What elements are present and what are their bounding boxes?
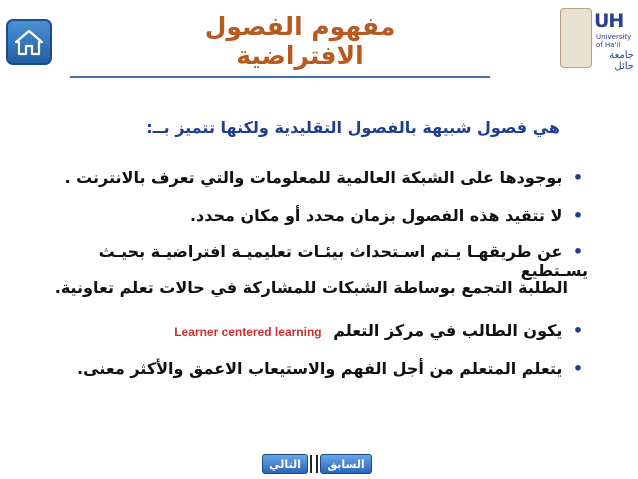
prev-button[interactable]: السابق — [320, 454, 372, 474]
bullet-icon: • — [572, 206, 584, 225]
home-icon — [14, 28, 44, 56]
bullet-icon: • — [572, 359, 584, 378]
logo-subtitle: University of Ha'il — [596, 33, 632, 49]
slide-title: مفهوم الفصول الافتراضية — [204, 12, 396, 70]
bullet-text: عن طريقهـا يـتم اسـتحداث بيئـات تعليميـة افتراضيـة بحيـث يسـتطيع — [98, 242, 588, 280]
bullet-text: بوجودها على الشبكة العالمية للمعلومات والتي تعرف بالانترنت . — [64, 168, 563, 187]
bullet-icon: • — [572, 242, 584, 261]
bullet-text: لا تتقيد هذه الفصول بزمان محدد أو مكان محدد. — [189, 206, 563, 225]
title-divider — [70, 76, 490, 78]
list-item-continuation — [8, 278, 568, 297]
home-button[interactable] — [6, 19, 52, 65]
nav-separator — [310, 455, 312, 473]
logo-seal-icon — [560, 8, 592, 68]
bullet-text-continued: الطلبة التجمع بوساطة الشبكات للمشاركة في حالات تعلم تعاونية. — [54, 278, 568, 297]
list-item — [28, 206, 588, 225]
slide-navigation — [262, 454, 372, 474]
logo-uh-text: UH — [594, 10, 624, 32]
nav-separator — [316, 455, 318, 473]
bullet-icon: • — [572, 321, 584, 340]
logo-arabic: جامعة حائل — [609, 50, 634, 72]
english-term: Learner centered learning — [174, 325, 322, 339]
bullet-text: يتعلم المتعلم من أجل الفهم والاستيعاب الاعمق والأكثر معنى. — [77, 359, 563, 378]
university-logo — [560, 6, 634, 70]
list-item — [28, 168, 588, 187]
bullet-text: يكون الطالب في مركز التعلم — [333, 321, 563, 340]
slide-header — [0, 0, 638, 76]
bullet-icon: • — [572, 168, 584, 187]
list-item — [28, 242, 588, 280]
intro-text: هي فصول شبيهة بالفصول التقليدية ولكنها تتميز بــ: — [146, 118, 560, 137]
list-item — [28, 359, 588, 378]
list-item — [28, 321, 588, 340]
next-button[interactable]: التالي — [262, 454, 308, 474]
